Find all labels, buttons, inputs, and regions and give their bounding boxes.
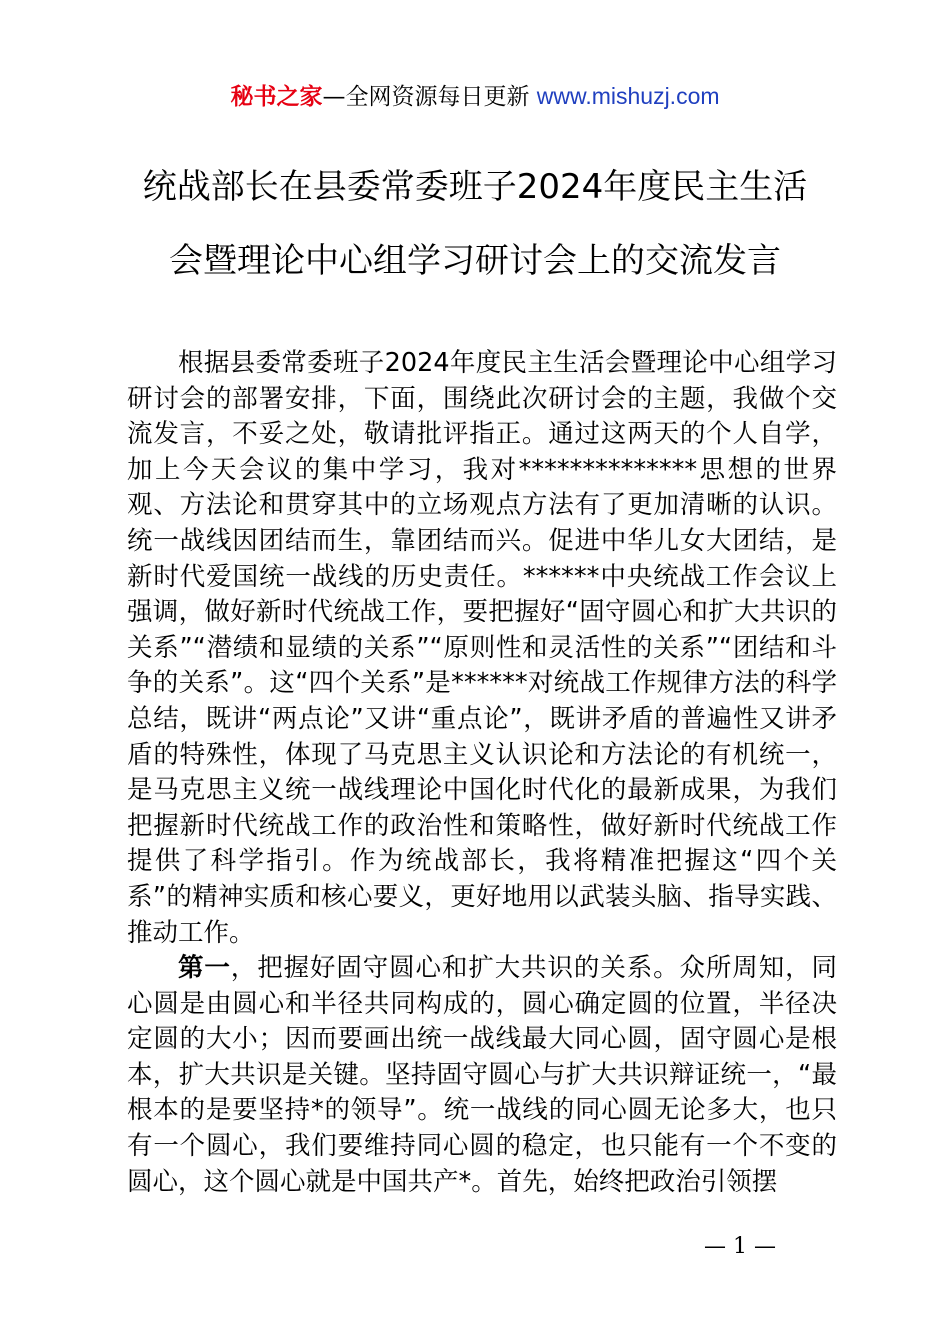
site-url-link[interactable]: www.mishuzj.com [536,83,720,109]
title-line-1: 统战部长在县委常委班子2024年度民主生活 [142,167,808,207]
site-tagline: —全网资源每日更新 [322,84,537,110]
paragraph-lead: 第一 [178,953,231,984]
document-body [127,346,837,1200]
paragraph-first-point [127,951,837,1200]
paragraph-first-point-text: ，把握好固守圆心和扩大共识的关系。众所周知，同心圆是由圆心和半径共同构成的，圆心确定圆的位置，半径决定圆的大小；因而要画出统一战线最大同心圆，固守圆心是根本，扩大共识是关键。坚持固守圆心与扩大共识辩证统一，“最根本的是要坚持*的领导”。统一战线的同心圆无论多大，也只有一个圆心，我们要维持同心圆的稳定，也只能有一个不变的圆心，这个圆心就是中国共产*。首先，始终把政治引领摆 [127,953,837,1197]
site-header [0,80,950,113]
paragraph-intro: 根据县委常委班子2024年度民主生活会暨理论中心组学习研讨会的部署安排，下面，围绕此次研讨会的主题，我做个交流发言，不妥之处，敬请批评指正。通过这两天的个人自学，加上今天会议的集中学习，我对**************思想的世界观、方法论和贯穿其中的立场观点方法有了更加清晰的认识。统一战线因团结而生，靠团结而兴。促进中华儿女大团结，是新时代爱国统一战线的历史责任。******中央统战工作会议上强调，做好新时代统战工作，要把握好“固守圆心和扩大共识的关系”“潜绩和显绩的关系”“原则性和灵活性的关系”“团结和斗争的关系”。这“四个关系”是******对统战工作规律方法的科学总结，既讲“两点论”又讲“重点论”，既讲矛盾的普遍性又讲矛盾的特殊性，体现了马克思主义认识论和方法论的有机统一，是马克思主义统一战线理论中国化时代化的最新成果，为我们把握新时代统战工作的政治性和策略性，做好新时代统战工作提供了科学指引。作为统战部长，我将精准把握这“四个关系”的精神实质和核心要义，更好地用以武装头脑、指导实践、推动工作。 [127,348,837,948]
site-brand: 秘书之家 [230,84,323,110]
document-title [60,162,890,286]
page-number: — 1 — [704,1234,776,1259]
title-line-2: 会暨理论中心组学习研讨会上的交流发言 [169,241,781,281]
